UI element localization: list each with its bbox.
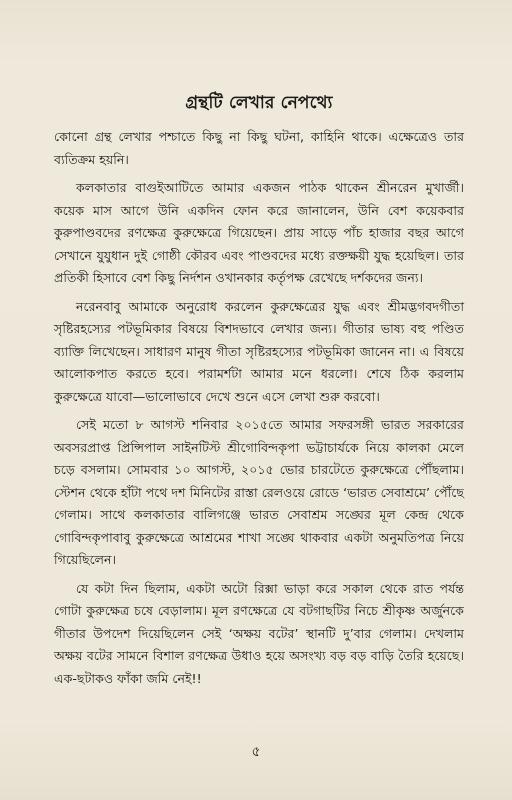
paragraph-4: সেই মতো ৮ আগস্ট শনিবার ২০১৫তে আমার সফরসঙ্গী ভারত সরকারের অবসরপ্রাপ্ত প্রিন্সিপাল সাইনটিস্ট শ্রীগোবিন্দকৃপা ভট্টাচার্যকে নিয়ে কালকা মেলে চড়ে বসলাম। সোমবার ১০ আগস্ট, ২০১৫ ভোর চারটেতে কুরুক্ষেত্রে পৌঁছলাম। স্টেশন থেকে হাঁটা পথে দশ মিনিটের রাস্তা রেলওয়ে রোডে ‘ভারত সেবাশ্রমে’ পৌঁছে গেলাম। সাথে কলকাতার বালিগঞ্জে ভারত সেবাশ্রম সঙ্ঘের মূল কেন্দ্র থেকে গোবিন্দকৃপাবাবু কুরুক্ষেত্রে আশ্রমের শাখা সঙ্ঘে থাকবার একটা অনুমতিপত্র নিয়ে গিয়েছিলেন।: [54, 417, 464, 567]
paragraph-5: যে কটা দিন ছিলাম, একটা অটো রিক্সা ভাড়া করে সকাল থেকে রাত পর্যন্ত গোটা কুরুক্ষেত্র চষে বেড়ালাম। মূল রণক্ষেত্রে যে বটগাছটির নিচে শ্রীকৃষ্ণ অর্জুনকে গীতার উপদেশ দিয়েছিলেন সেই ‘অক্ষয় বটের’ স্থানটি দু’বার গেলাম। দেখলাম অক্ষয় বটের সামনে বিশাল রণক্ষেত্র উধাও হয়ে অসংখ্য বড় বড় বাড়ি তৈরি হয়েছে। এক-ছটাকও ফাঁকা জমি নেই!!: [54, 580, 464, 686]
paragraph-1: কোনো গ্রন্থ লেখার পশ্চাতে কিছু না কিছু ঘটনা, কাহিনি থাকে। এক্ষেত্রেও তার ব্যতিক্রম হয়নি।: [54, 129, 464, 167]
chapter-title: গ্রন্থটি লেখার নেপথ্যে: [185, 93, 333, 113]
page-content: [54, 92, 464, 690]
page-number: ৫: [251, 744, 261, 760]
paragraph-2: কলকাতার বাগুইআটিতে আমার একজন পাঠক থাকেন শ্রীনরেন মুখার্জী। কয়েক মাস আগে উনি একদিন ফোন করে জানালেন, উনি বেশ কয়েকবার কুরুপাণ্ডবদের রণক্ষেত্র কুরুক্ষেত্রে গিয়েছেন। প্রায় সাড়ে পাঁচ হাজার বছর আগে সেখানে যুযুধান দুই গোষ্ঠী কৌরব এবং পাণ্ডবদের মধ্যে রক্তক্ষয়ী যুদ্ধ হয়েছিল। তার প্রতিকী হিসাবে বেশ কিছু নির্দশন ওখানকার কর্তৃপক্ষ রেখেছে দর্শকদের জন্য।: [54, 180, 464, 285]
paragraph-3: নরেনবাবু আমাকে অনুরোধ করলেন কুরুক্ষেত্রের যুদ্ধ এবং শ্রীমদ্ভগবদগীতা সৃষ্টিরহস্যের পটভূমিকার বিষয়ে বিশদভাবে লেখার জন্য। গীতার ভাষ্য বহু পণ্ডিত ব্যাক্তি লিখেছেন। সাধারণ মানুষ গীতা সৃষ্টিরহস্যের পটভূমিকা জানেন না। এ বিষয়ে আলোকপাত করতে হবে। পরামর্শটা আমার মনে ধরলো। শেষে ঠিক করলাম কুরুক্ষেত্রে যাবো—ভালোভাবে দেখে শুনে এসে লেখা শুরু করবো।: [54, 298, 464, 404]
